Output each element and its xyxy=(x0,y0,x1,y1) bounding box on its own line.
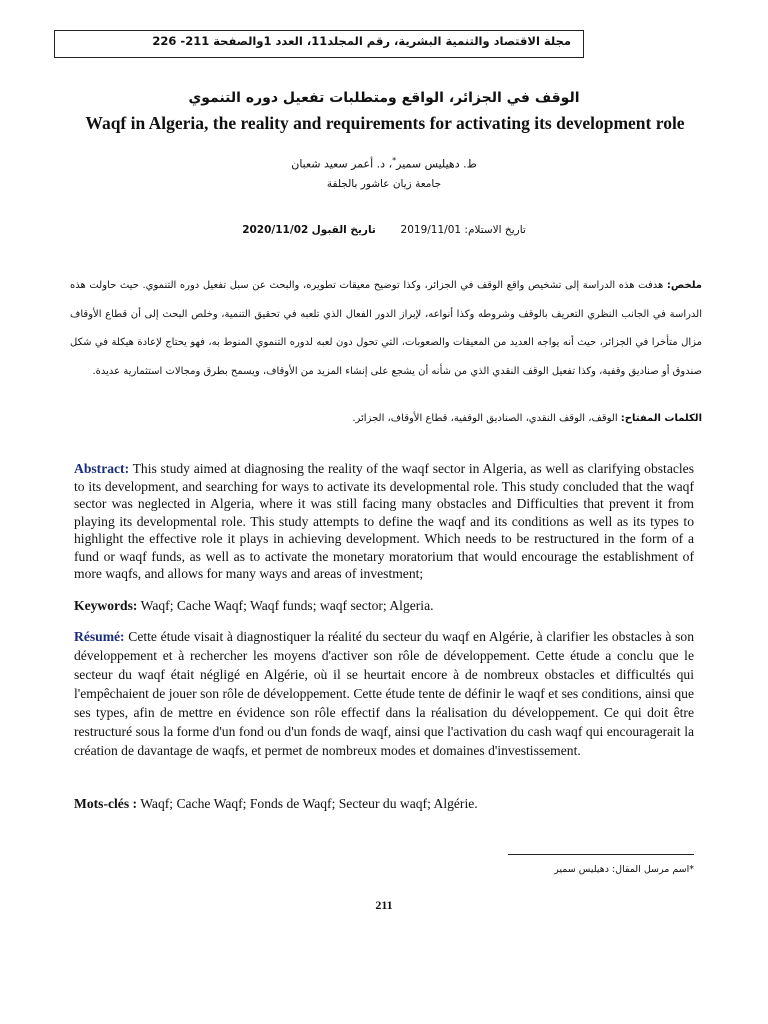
french-keywords xyxy=(74,796,694,812)
english-abstract-label: Abstract: xyxy=(74,461,130,476)
english-abstract xyxy=(74,460,694,583)
dates-line xyxy=(0,224,768,236)
english-keywords xyxy=(74,597,694,615)
title-english: Waqf in Algeria, the reality and requirements for activating its development role xyxy=(85,113,685,133)
arabic-abstract-label: ملخص: xyxy=(666,280,702,291)
footnote-mark: * xyxy=(689,864,694,875)
title-arabic: الوقف في الجزائر، الواقع ومتطلبات تفعيل دوره التنموي xyxy=(188,90,580,106)
english-abstract-text: This study aimed at diagnosing the reality of the waqf sector in Algeria, as well as clarifying obstacles to its development, and searching for ways to activate its developmental role. This study concluded that the waqf sector was neglected in Algeria, where it was still facing many obstacles and Difficulties that prevent it from playing its developmental role. This study attempts to define the waqf and its conditions as well as its types to highlight the effective role it plays in achieving development. Which needs to be restructured in the form of a fund or waqf funds, as well as to activate the monetary moratorium that would encourage the establishment of more waqfs, and allows for many ways and areas of investment; xyxy=(74,461,694,581)
author-separator: ، xyxy=(388,157,393,171)
french-resume-text: Cette étude visait à diagnostiquer la réalité du secteur du waqf en Algérie, à clarifier les obstacles à son développement et à rechercher les moyens d'activer son rôle de développement. Cette étude a conclu que le secteur du waqf était négligé en Algérie, où il se heurtait encore à de nombreux obstacles et difficultés qui l'empêchaient de jouer son rôle de développement. Cette étude tente de définir le waqf et ses conditions, ainsi que ses types, afin de mettre en évidence son rôle effectif dans la réalisation du développement. Ce qui doit être restructuré sous la forme d'un fond ou d'un fonds de waqf, ainsi que l'activation du cash waqf qui encouragerait la création de davantage de waqfs, et permet de nombreux modes et domaines d'investissement. xyxy=(74,629,694,758)
english-keywords-label: Keywords: xyxy=(74,598,138,613)
arabic-abstract xyxy=(70,272,702,386)
footnote-divider xyxy=(508,854,694,855)
arabic-keywords-label: الكلمات المفتاح: xyxy=(620,413,702,424)
page-number: 211 xyxy=(375,898,393,912)
accepted-date: 2020/11/02 xyxy=(242,224,309,236)
french-keywords-label: Mots-clés : xyxy=(74,796,138,811)
author-2: د. أعمر سعيد شعبان xyxy=(291,157,386,171)
affiliation: جامعة زيان عاشور بالجلفة xyxy=(326,178,442,190)
author-1: ط. دهيليس سمير xyxy=(396,157,477,171)
corresponding-author-mark: * xyxy=(392,156,397,165)
arabic-keywords-text: الوقف، الوقف النقدي، الصناديق الوقفية، قطاع الأوقاف، الجزائر. xyxy=(352,413,618,424)
french-resume xyxy=(74,627,694,760)
english-keywords-text: Waqf; Cache Waqf; Waqf funds; waqf sector; Algeria. xyxy=(140,598,434,613)
footnote-text: اسم مرسل المقال: دهيليس سمير xyxy=(554,864,690,875)
arabic-keywords xyxy=(70,413,702,424)
received-label: تاريخ الاستلام: xyxy=(464,224,526,236)
arabic-abstract-text: هدفت هذه الدراسة إلى تشخيص واقع الوقف في الجزائر، وكذا توضيح معيقات تطويره، والبحث عن سبل تفعيل دوره التنموي. حيث حاولت هذه الدراسة في الجانب النظري التعريف بالوقف وشروطه وكذا أنواعه، لإبراز الدور الفعال الذي تلعبه في تحقيق التنمية، وخلص البحث إلى أن قطاع الأوقاف مزال متأخرا في الجزائر، حيث أنه يواجه العديد من المعيقات والصعوبات، التي تحول دون لعبه لدوره التنموي المنوط به، فهو يحتاج لإعادة هيكلة في شكل صندوق أو صناديق وقفية، وكذا تفعيل الوقف النقدي الذي من شأنه أن يشجع على إنشاء المزيد من الأوقاف، ويسمح بطرق ومجالات استثمارية عديدة. xyxy=(70,280,702,377)
french-keywords-text: Waqf; Cache Waqf; Fonds de Waqf; Secteur du waqf; Algérie. xyxy=(140,796,478,811)
accepted-label: تاريخ القبول xyxy=(311,224,376,236)
journal-header-box xyxy=(54,30,584,58)
authors-line xyxy=(0,156,768,171)
received-date: 2019/11/01 xyxy=(400,224,462,236)
journal-header: مجلة الاقتصاد والتنمية البشرية، رقم المجلد11، العدد 1والصفحة 211- 226 xyxy=(152,34,571,48)
footnote xyxy=(554,864,694,875)
french-resume-label: Résumé: xyxy=(74,629,125,644)
